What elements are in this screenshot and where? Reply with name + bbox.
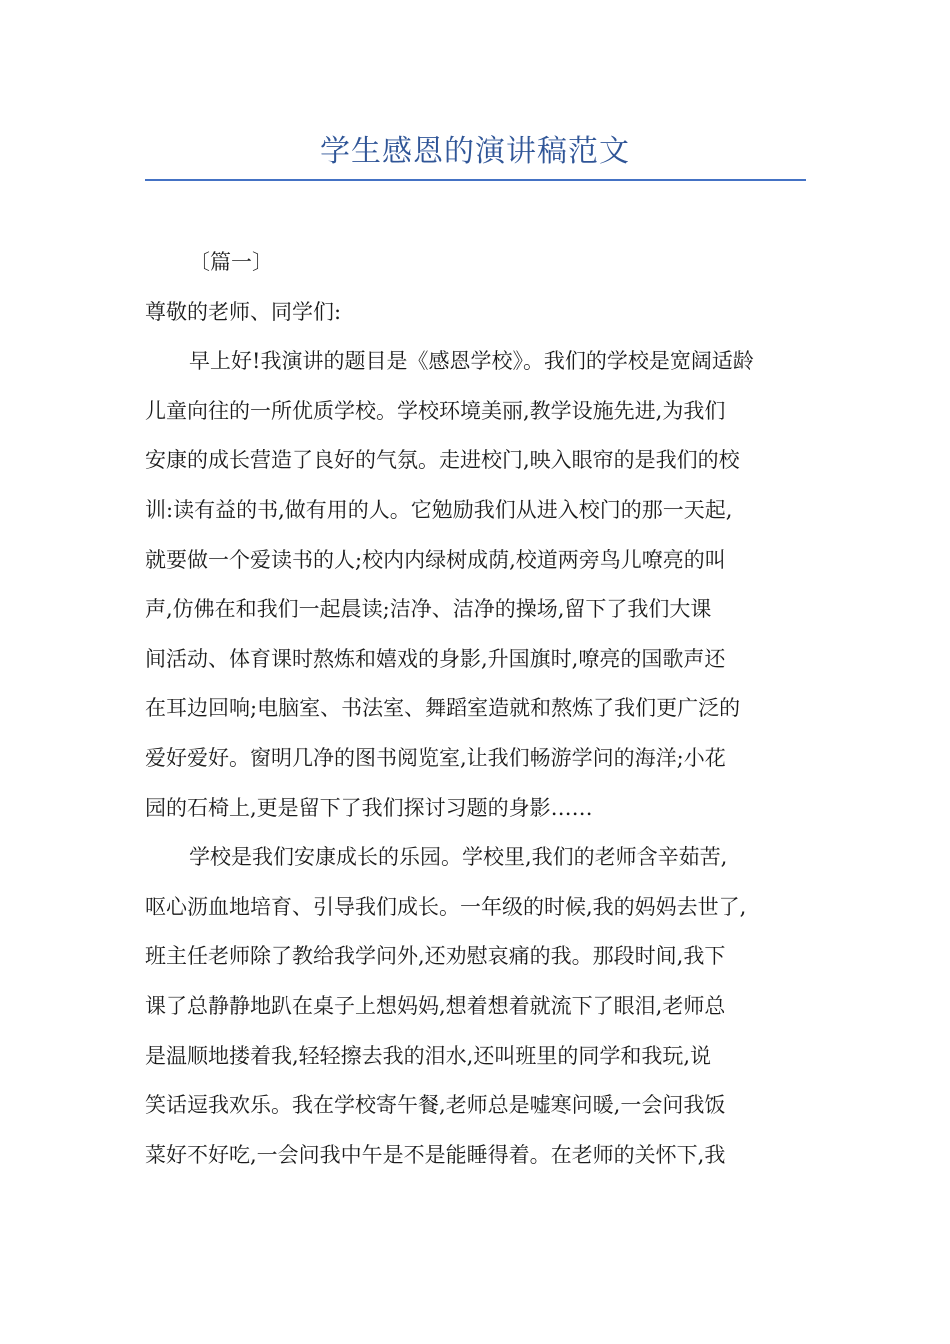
paragraph-line: 爱好爱好。窗明几净的图书阅览室,让我们畅游学问的海洋;小花: [145, 745, 726, 770]
paragraph-line: 园的石椅上,更是留下了我们探讨习题的身影……: [145, 795, 593, 820]
paragraph-line: 儿童向往的一所优质学校。学校环境美丽,教学设施先进,为我们: [145, 398, 726, 423]
paragraph-line: 早上好!我演讲的题目是《感恩学校》。我们的学校是宽阔适龄: [189, 349, 754, 374]
paragraph-line: 菜好不好吃,一会问我中午是不是能睡得着。在老师的关怀下,我: [145, 1142, 726, 1167]
paragraph-line: 在耳边回响;电脑室、书法室、舞蹈室造就和熬炼了我们更广泛的: [145, 696, 741, 721]
paragraph-line: 就要做一个爱读书的人;校内内绿树成荫,校道两旁鸟儿嘹亮的叫: [145, 547, 726, 572]
section-heading: 〔篇一〕: [189, 250, 273, 274]
document-body: [145, 238, 825, 1180]
document-title: 学生感恩的演讲稿范文: [320, 134, 630, 169]
paragraph-line: 是温顺地搂着我,轻轻擦去我的泪水,还叫班里的同学和我玩,说: [145, 1043, 712, 1068]
paragraph-line: 训:读有益的书,做有用的人。它勉励我们从进入校门的那一天起,: [145, 497, 733, 522]
paragraph-line: 声,仿佛在和我们一起晨读;洁净、洁净的操场,留下了我们大课: [145, 597, 712, 622]
title-underline: [145, 179, 806, 181]
paragraph-line: 班主任老师除了教给我学问外,还劝慰哀痛的我。那段时间,我下: [145, 944, 726, 969]
paragraph-line: 课了总静静地趴在桌子上想妈妈,想着想着就流下了眼泪,老师总: [145, 993, 726, 1018]
paragraph-line: 学校是我们安康成长的乐园。学校里,我们的老师含辛茹苦,: [189, 845, 728, 870]
paragraph-line: 呕心沥血地培育、引导我们成长。一年级的时候,我的妈妈去世了,: [145, 894, 747, 919]
salutation: 尊敬的老师、同学们:: [145, 299, 342, 324]
paragraph-line: 间活动、体育课时熬炼和嬉戏的身影,升国旗时,嘹亮的国歌声还: [145, 646, 726, 671]
paragraph-line: 笑话逗我欢乐。我在学校寄午餐,老师总是嘘寒问暖,一会问我饭: [145, 1093, 726, 1118]
paragraph-line: 安康的成长营造了良好的气氛。走进校门,映入眼帘的是我们的校: [145, 448, 740, 473]
